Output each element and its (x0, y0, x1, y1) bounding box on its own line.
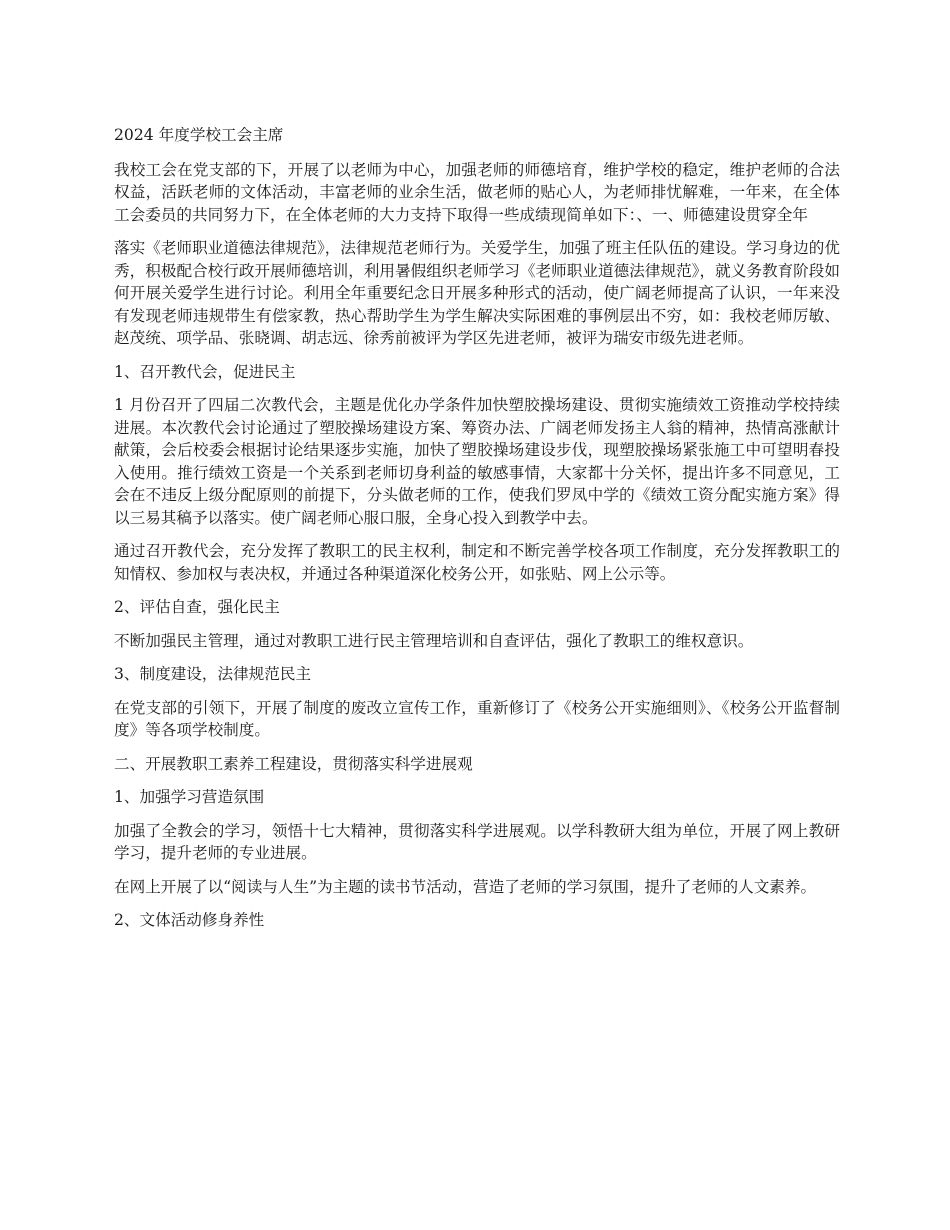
section-heading-sports: 2、文体活动修身养性 (114, 911, 265, 929)
section-heading-study: 1、加强学习营造氛围 (114, 788, 265, 806)
paragraph-congress-result: 通过召开教代会，充分发挥了教职工的民主权利，制定和不断完善学校各项工作制度，充分发挥教职工的知情权、参加权与表决权，并通过各种渠道深化校务公开，如张贴、网上公示等。 (114, 542, 840, 583)
section-heading-system: 3、制度建设，法律规范民主 (114, 665, 312, 683)
paragraph-self-check: 不断加强民主管理，通过对教职工进行民主管理培训和自查评估，强化了教职工的维权意识。 (114, 631, 754, 650)
paragraph-study: 加强了全教会的学习，领悟十七大精神，贯彻落实科学进展观。以学科教研大组为单位，开展了网上教研学习，提升老师的专业进展。 (114, 821, 840, 862)
paragraph-ethics: 落实《老师职业道德法律规范》，法律规范老师行为。关爱学生，加强了班主任队伍的建设。学习身边的优秀，积极配合校行政开展师德培训，利用暑假组织老师学习《老师职业道德法律规范》，就义务教育阶段如何开展关爱学生进行讨论。利用全年重要纪念日开展多种形式的活动，使广阔老师提高了认识，一年来没有发现老师违规带生有偿家教，热心帮助学生为学生解决实际困难的事例层出不穷，如：我校老师厉敏、赵茂统、项学品、张晓调、胡志远、徐秀前被评为学区先进老师，被评为瑞安市级先进老师。 (114, 239, 840, 347)
paragraph-reading: 在网上开展了以“阅读与人生”为主题的读书节活动，营造了老师的学习氛围，提升了老师的人文素养。 (114, 877, 817, 896)
section-heading-quality: 二、开展教职工素养工程建设，贯彻落实科学进展观 (114, 754, 473, 773)
paragraph-intro: 我校工会在党支部的下，开展了以老师为中心，加强老师的师德培育，维护学校的稳定，维护老师的合法权益，活跃老师的文体活动，丰富老师的业余生活，做老师的贴心人，为老师排忧解难，一年来，在全体工会委员的共同努力下，在全体老师的大力支持下取得一些成绩现简单如下：、一、师德建设贯穿全年 (114, 160, 840, 224)
paragraph-congress: 1 月份召开了四届二次教代会，主题是优化办学条件加快塑胶操场建设、贯彻实施绩效工资推动学校持续进展。本次教代会讨论通过了塑胶操场建设方案、筹资办法、广阔老师发扬主人翁的精神，热情高涨献计献策，会后校委会根据讨论结果逐步实施，加快了塑胶操场建设步伐，现塑胶操场紧张施工中可望明春投入使用。推行绩效工资是一个关系到老师切身利益的敏感事情，大家都十分关怀，提出许多不同意见，工会在不违反上级分配原则的前提下，分头做老师的工作，使我们罗凤中学的《绩效工资分配实施方案》得以三易其稿予以落实。使广阔老师心服口服，全身心投入到教学中去。 (114, 396, 840, 527)
document-page (114, 124, 840, 943)
section-heading-self-check: 2、评估自查，强化民主 (114, 598, 280, 616)
section-heading-congress: 1、召开教代会，促进民主 (114, 362, 296, 381)
paragraph-system: 在党支部的引领下，开展了制度的废改立宣传工作，重新修订了《校务公开实施细则》、《校务公开监督制度》等各项学校制度。 (114, 698, 840, 739)
document-title: 2024 年度学校工会主席 (114, 126, 284, 144)
